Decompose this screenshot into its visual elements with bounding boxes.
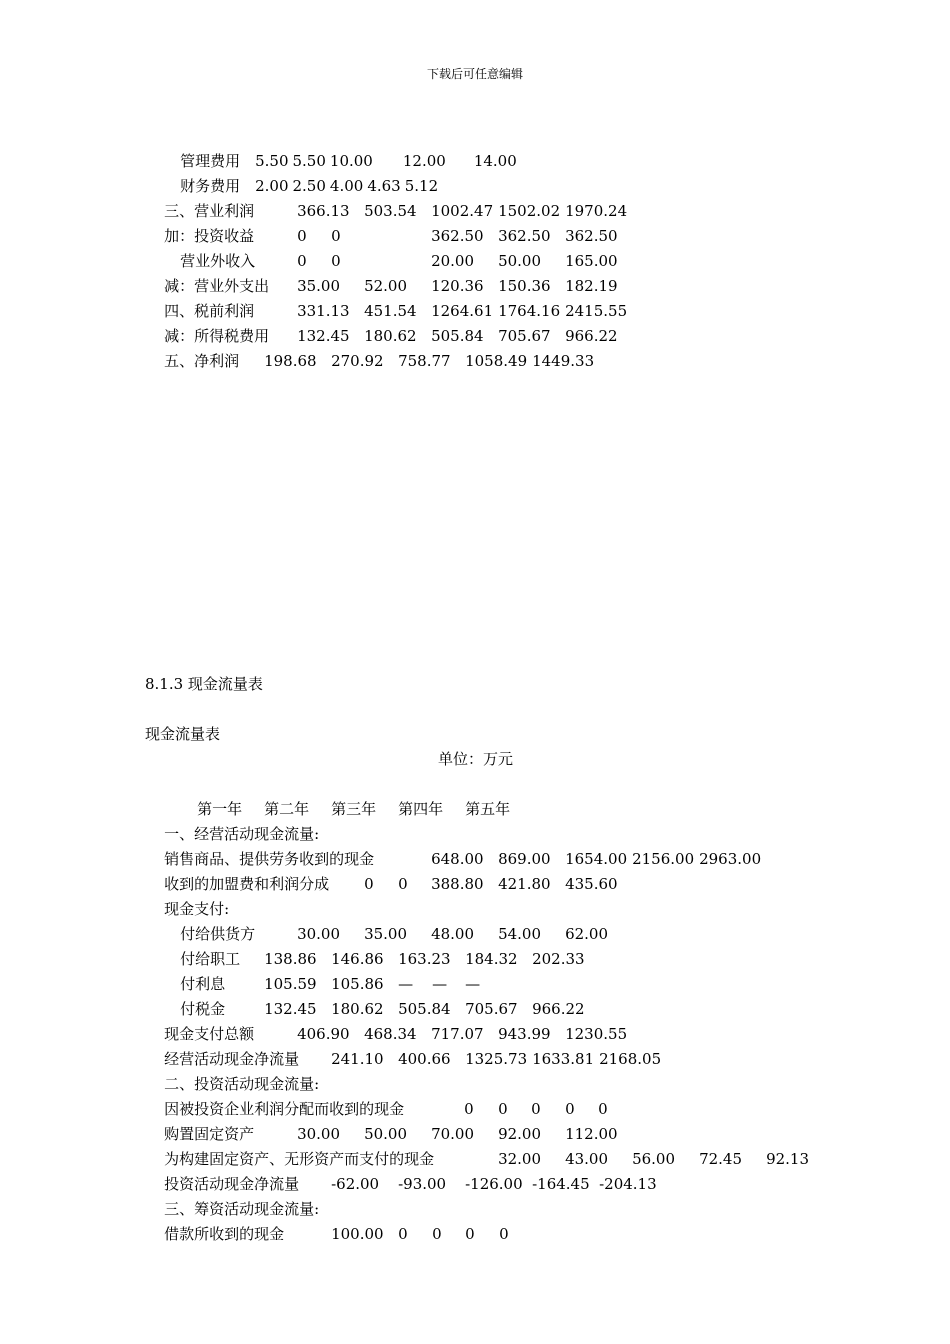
cf-row-sales-cash: 销售商品、提供劳务收到的现金 648.00 869.00 1654.00 2156.00 2963.00 [164, 850, 762, 868]
income-row-finance-expense: 财务费用 2.00 2.50 4.00 4.63 5.12 [180, 177, 439, 195]
cf-investing-heading: 二、投资活动现金流量: [164, 1075, 320, 1093]
income-row-non-operating-income: 营业外收入 0 0 20.00 50.00 165.00 [180, 252, 618, 270]
cf-row-pay-taxes: 付税金 132.45 180.62 505.84 705.67 966.22 [180, 1000, 585, 1018]
income-row-investment-income: 加：投资收益 0 0 362.50 362.50 362.50 [164, 227, 618, 245]
cf-operating-heading: 一、经营活动现金流量: [164, 825, 320, 843]
income-row-income-tax: 减：所得税费用 132.45 180.62 505.84 705.67 966.22 [164, 327, 618, 345]
cf-row-borrowing-cash: 借款所收到的现金 100.00 0 0 0 0 [164, 1225, 509, 1243]
income-row-net-profit: 五、净利润 198.68 270.92 758.77 1058.49 1449.33 [164, 352, 595, 370]
cf-financing-heading: 三、筹资活动现金流量: [164, 1200, 320, 1218]
cf-row-investing-net: 投资活动现金净流量 -62.00 -93.00 -126.00 -164.45 -204.13 [164, 1175, 657, 1193]
cf-cash-payments-heading: 现金支付: [164, 900, 230, 918]
cf-row-investee-profit: 因被投资企业利润分配而收到的现金 0 0 0 0 0 [164, 1100, 608, 1118]
income-row-operating-profit: 三、营业利润 366.13 503.54 1002.47 1502.02 1970.24 [164, 202, 628, 220]
cf-row-pay-interest: 付利息 105.59 105.86 — — — [180, 975, 481, 993]
cf-row-pay-suppliers: 付给供货方 30.00 35.00 48.00 54.00 62.00 [180, 925, 609, 943]
cf-row-franchise-fees: 收到的加盟费和利润分成 0 0 388.80 421.80 435.60 [164, 875, 618, 893]
income-row-pretax-profit: 四、税前利润 331.13 451.54 1264.61 1764.16 2415.55 [164, 302, 628, 320]
unit-label: 单位：万元 [438, 750, 514, 768]
table-title: 现金流量表 [145, 725, 221, 743]
income-row-non-operating-expense: 减：营业外支出 35.00 52.00 120.36 150.36 182.19 [164, 277, 618, 295]
year-header-row: 第一年 第二年 第三年 第四年 第五年 [197, 800, 511, 818]
cf-row-pay-employees: 付给职工 138.86 146.86 163.23 184.32 202.33 [180, 950, 585, 968]
section-title: 8.1.3 现金流量表 [145, 675, 263, 693]
cf-row-purchase-fixed-assets: 购置固定资产 30.00 50.00 70.00 92.00 112.00 [164, 1125, 618, 1143]
cf-row-operating-net: 经营活动现金净流量 241.10 400.66 1325.73 1633.81 2168.05 [164, 1050, 662, 1068]
income-row-admin-expense: 管理费用 5.50 5.50 10.00 12.00 14.00 [180, 152, 517, 170]
cf-row-construct-assets: 为构建固定资产、无形资产而支付的现金 32.00 43.00 56.00 72.45 92.13 [164, 1150, 810, 1168]
cf-row-total-payments: 现金支付总额 406.90 468.34 717.07 943.99 1230.55 [164, 1025, 628, 1043]
page-header: 下载后可任意编辑 [426, 67, 523, 81]
